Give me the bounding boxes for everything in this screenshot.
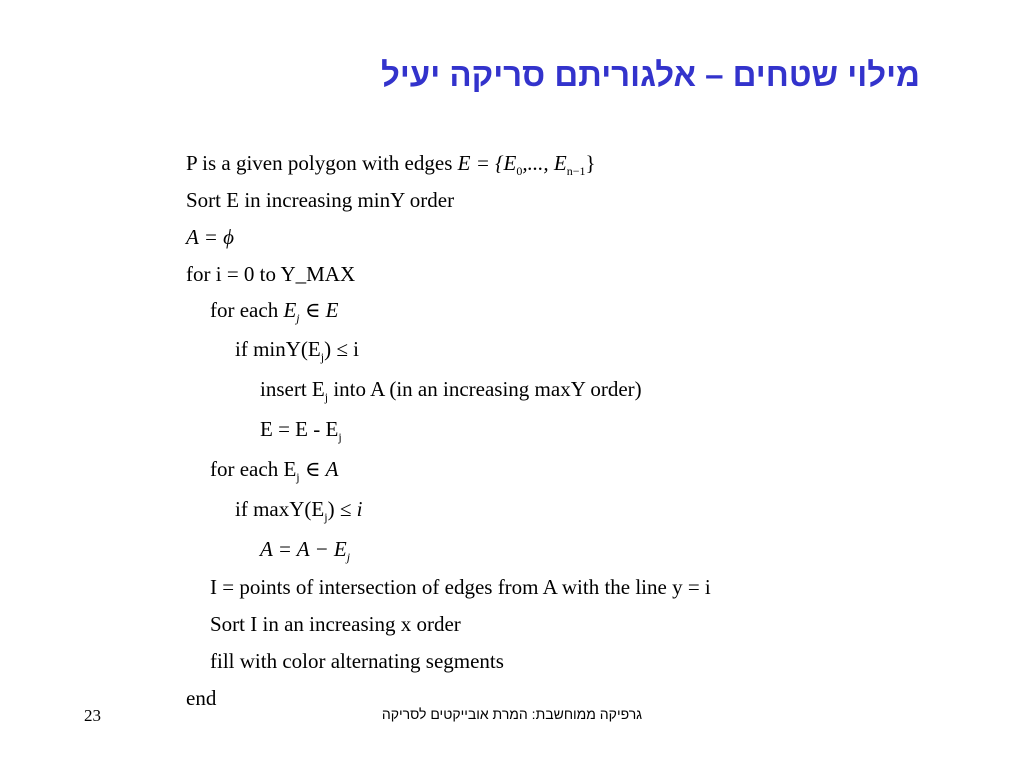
algo-line-6: if $\min Y(E_j) \le i$ <box>235 337 359 364</box>
slide-title: מילוי שטחים – אלגוריתם סריקה יעיל <box>380 56 920 93</box>
algo-line-1: P is a given polygon with edges $E = \{E_0$,..., $E_{n-1}$} <box>186 151 596 178</box>
footer-course-title: גרפיקה ממוחשבת: המרת אובייקטים לסריקה <box>381 706 643 722</box>
algo-line-14: fill with color alternating segments <box>210 649 504 673</box>
algo-line-5: for each $E_j$ ∈ E <box>210 298 339 325</box>
page-number: 23 <box>84 706 101 725</box>
algo-line-2: Sort E in increasing minY order <box>186 188 455 212</box>
algo-line-12: I = points of intersection of edges from A with the line y = i <box>210 575 711 599</box>
algo-line-4: for i = 0 to Y_MAX <box>186 262 356 286</box>
algo-line-7: insert $E_j$ into A (in an increasing maxY order) <box>260 377 642 404</box>
algo-line-8: $E = E - E_j$ <box>260 417 342 444</box>
algo-line-11: $A = A - E_j$ <box>260 537 351 564</box>
algo-line-10: if $\max Y(E_j) \le i$ <box>235 497 363 524</box>
algo-line-9: for each $E_j$ ∈ A <box>210 457 339 484</box>
algo-line-15: end <box>186 686 217 710</box>
algo-line-3: A = ϕ <box>186 225 234 249</box>
algo-line-13: Sort I in an increasing x order <box>210 612 461 636</box>
